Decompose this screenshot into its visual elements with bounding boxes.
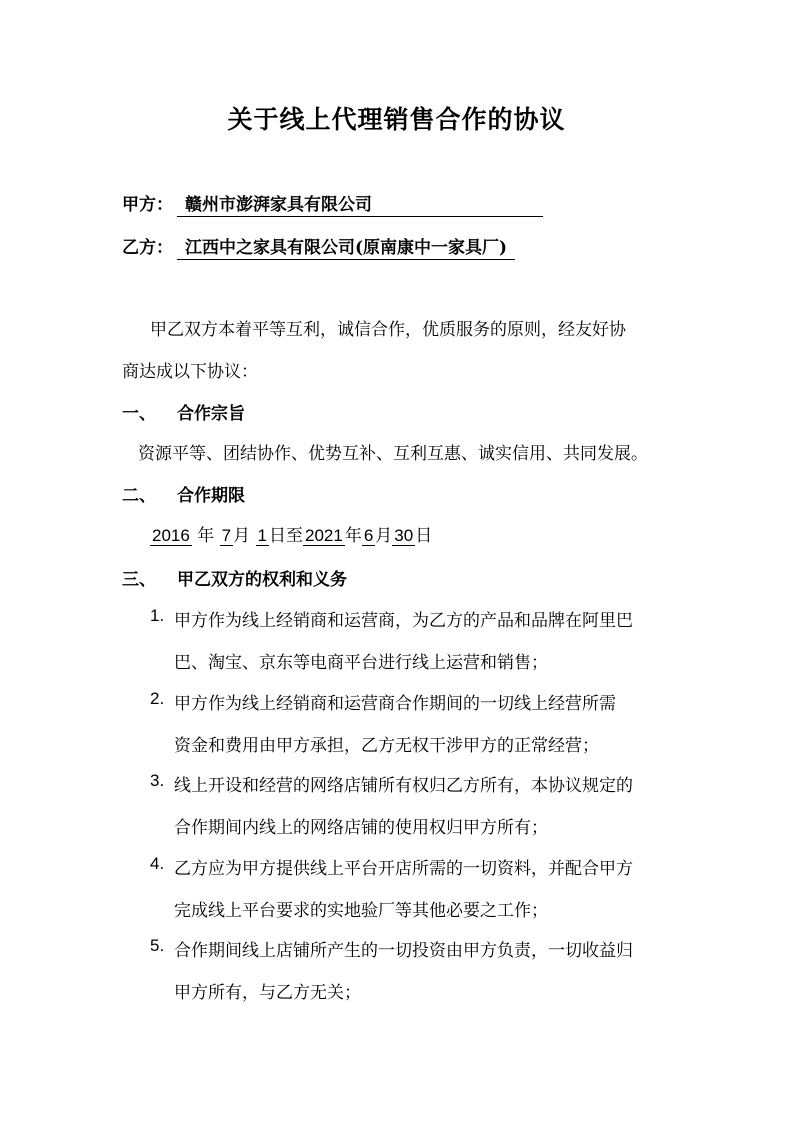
section-2-number: 二、 — [122, 486, 156, 506]
month-char: 月 — [233, 526, 251, 546]
section-1-body: 资源平等、团结协作、优势互补、互利互惠、诚实信用、共同发展。 — [138, 444, 648, 464]
start-day: 1 — [257, 526, 267, 545]
end-day-char: 日 — [415, 526, 433, 546]
item-line: 巴、淘宝、京东等电商平台进行线上运营和销售； — [174, 653, 548, 673]
party-a-label: 甲方： — [122, 195, 173, 215]
start-year: 2016 — [152, 526, 190, 545]
section-1-heading — [122, 399, 245, 424]
item-line: 资金和费用由甲方承担，乙方无权干涉甲方的正常经营； — [174, 736, 599, 756]
section-2-heading — [122, 481, 245, 506]
item-number: 5. — [150, 936, 165, 955]
item-number: 4. — [150, 854, 165, 873]
end-month: 6 — [363, 526, 374, 545]
section-1-title: 合作宗旨 — [177, 404, 245, 424]
intro-line-1: 甲乙双方本着平等互利，诚信合作，优质服务的原则，经友好协 — [150, 320, 626, 340]
item-line: 合作期间线上店铺所产生的一切投资由甲方负责，一切收益归 — [174, 941, 633, 961]
party-b-line — [122, 233, 515, 260]
item-line: 甲方作为线上经销商和运营商合作期间的一切线上经营所需 — [174, 694, 616, 714]
item-line: 完成线上平台要求的实地验厂等其他必要之工作； — [174, 901, 548, 921]
end-year: 2021 — [304, 526, 343, 545]
item-number: 1. — [150, 606, 165, 625]
section-1-number: 一、 — [122, 404, 156, 424]
item-line: 乙方应为甲方提供线上平台开店所需的一切资料，并配合甲方 — [174, 859, 633, 879]
item-line: 甲方作为线上经销商和运营商，为乙方的产品和品牌在阿里巴 — [174, 611, 633, 631]
section-3-heading — [122, 565, 347, 590]
end-month-char: 月 — [375, 526, 393, 546]
document-title: 关于线上代理销售合作的协议 — [227, 105, 566, 134]
item-number: 3. — [150, 771, 165, 790]
item-line: 合作期间内线上的网络店铺的使用权归甲方所有； — [174, 818, 548, 838]
end-year-char: 年 — [344, 526, 362, 546]
term-dates — [150, 521, 432, 546]
party-a-name: 赣州市澎湃家具有限公司 — [177, 190, 543, 217]
party-b-label: 乙方： — [122, 238, 173, 258]
section-3-title: 甲乙双方的权利和义务 — [177, 570, 347, 590]
party-a-line — [122, 190, 543, 217]
intro-line-2: 商达成以下协议： — [122, 362, 258, 382]
section-3-number: 三、 — [122, 570, 156, 590]
party-b-name: 江西中之家具有限公司(原南康中一家具厂) — [177, 233, 515, 260]
date-separator: 日至 — [268, 526, 303, 546]
item-line: 线上开设和经营的网络店铺所有权归乙方所有，本协议规定的 — [174, 776, 633, 796]
section-2-title: 合作期限 — [177, 486, 245, 506]
year-char: 年 — [197, 526, 215, 546]
end-day: 30 — [394, 526, 414, 545]
item-number: 2. — [150, 689, 165, 708]
start-month: 7 — [221, 526, 232, 545]
item-line: 甲方所有，与乙方无关； — [174, 983, 361, 1003]
